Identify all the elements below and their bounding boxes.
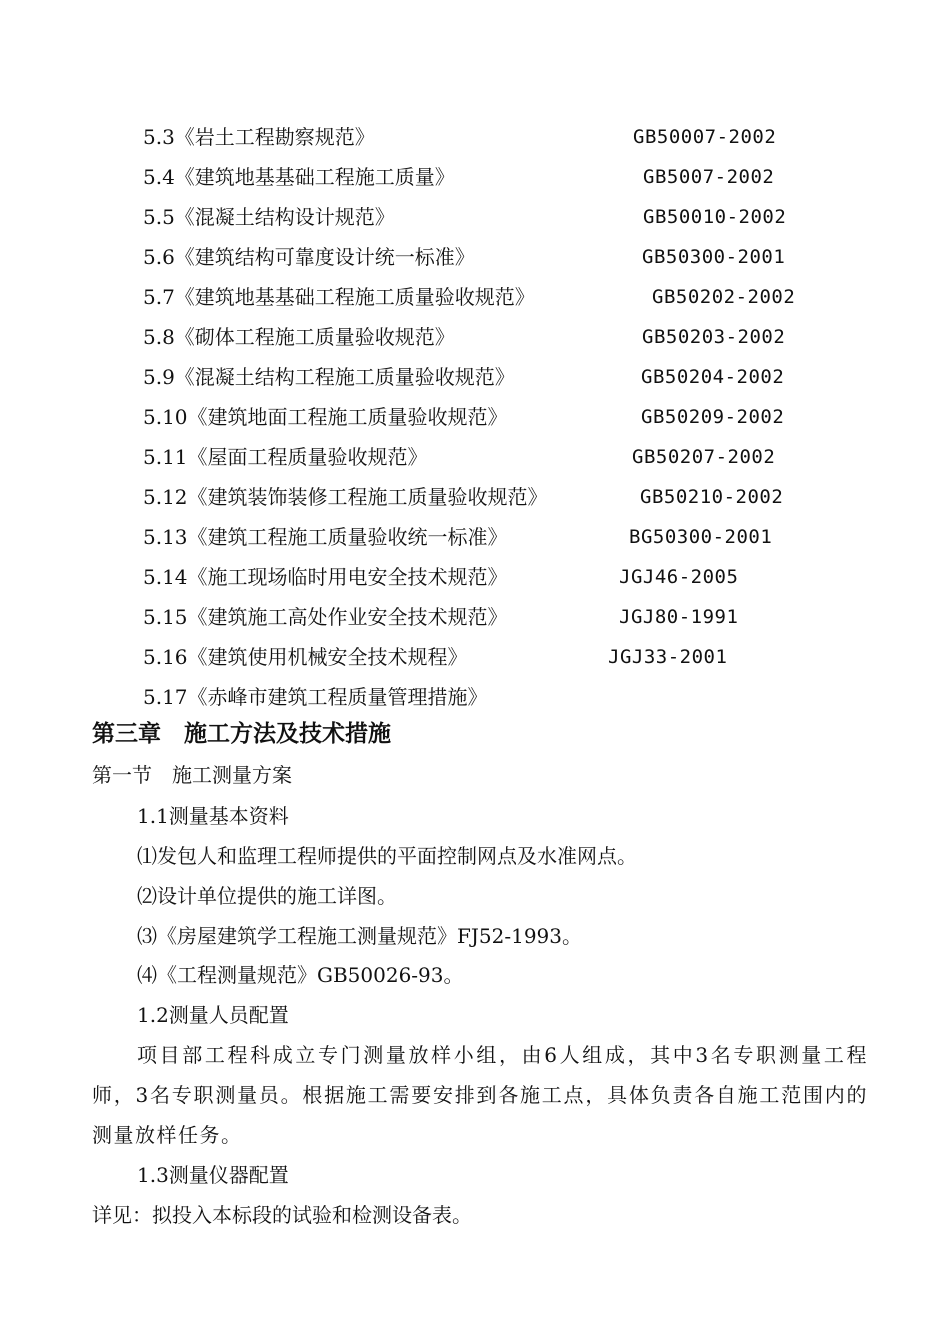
standard-code: GB50203-2002 <box>642 326 786 348</box>
section-title: 第一节 施工测量方案 <box>92 763 292 787</box>
subsection-heading: 1.1测量基本资料 <box>137 804 289 828</box>
standard-title: 5.11《屋面工程质量验收规范》 <box>143 445 428 469</box>
body-paragraph: 项目部工程科成立专门测量放样小组，由6人组成，其中3名专职测量工程师，3名专职测量员。根据施工需要安排到各施工点，具体负责各自施工范围内的测量放样任务。 <box>92 1043 868 1147</box>
standard-code: GB50209-2002 <box>641 406 785 428</box>
detail-text: 详见：拟投入本标段的试验和检测设备表。 <box>92 1203 472 1227</box>
standard-code: GB50204-2002 <box>641 366 785 388</box>
standard-code: JGJ33-2001 <box>608 646 728 668</box>
subsection-heading: 1.2测量人员配置 <box>137 1003 289 1027</box>
standard-code: GB50007-2002 <box>633 126 777 148</box>
standard-code: GB50010-2002 <box>643 206 787 228</box>
standard-title: 5.14《施工现场临时用电安全技术规范》 <box>143 565 508 589</box>
standard-title: 5.10《建筑地面工程施工质量验收规范》 <box>143 405 508 429</box>
standard-title: 5.5《混凝土结构设计规范》 <box>143 205 395 229</box>
standard-code: BG50300-2001 <box>629 526 773 548</box>
standard-code: GB5007-2002 <box>643 166 775 188</box>
standard-code: GB50207-2002 <box>632 446 776 468</box>
list-item: ⑵设计单位提供的施工详图。 <box>137 884 397 908</box>
list-item: ⑴发包人和监理工程师提供的平面控制网点及水准网点。 <box>137 844 637 868</box>
standard-title: 5.15《建筑施工高处作业安全技术规范》 <box>143 605 508 629</box>
chapter-title: 第三章 施工方法及技术措施 <box>92 721 391 747</box>
standard-title: 5.17《赤峰市建筑工程质量管理措施》 <box>143 685 488 709</box>
standard-title: 5.9《混凝土结构工程施工质量验收规范》 <box>143 365 515 389</box>
standard-title: 5.6《建筑结构可靠度设计统一标准》 <box>143 245 475 269</box>
standard-code: GB50300-2001 <box>642 246 786 268</box>
standard-title: 5.8《砌体工程施工质量验收规范》 <box>143 325 455 349</box>
standard-code: JGJ46-2005 <box>619 566 739 588</box>
list-item: ⑷《工程测量规范》GB50026-93。 <box>137 963 464 987</box>
subsection-heading: 1.3测量仪器配置 <box>137 1163 289 1187</box>
standard-title: 5.12《建筑装饰装修工程施工质量验收规范》 <box>143 485 548 509</box>
standard-title: 5.13《建筑工程施工质量验收统一标准》 <box>143 525 508 549</box>
list-item: ⑶《房屋建筑学工程施工测量规范》FJ52-1993。 <box>137 924 582 948</box>
standard-title: 5.3《岩土工程勘察规范》 <box>143 125 375 149</box>
standard-code: GB50210-2002 <box>640 486 784 508</box>
standard-title: 5.4《建筑地基基础工程施工质量》 <box>143 165 455 189</box>
standard-code: JGJ80-1991 <box>619 606 739 628</box>
standard-code: GB50202-2002 <box>652 286 796 308</box>
standard-title: 5.16《建筑使用机械安全技术规程》 <box>143 645 468 669</box>
standard-title: 5.7《建筑地基基础工程施工质量验收规范》 <box>143 285 535 309</box>
